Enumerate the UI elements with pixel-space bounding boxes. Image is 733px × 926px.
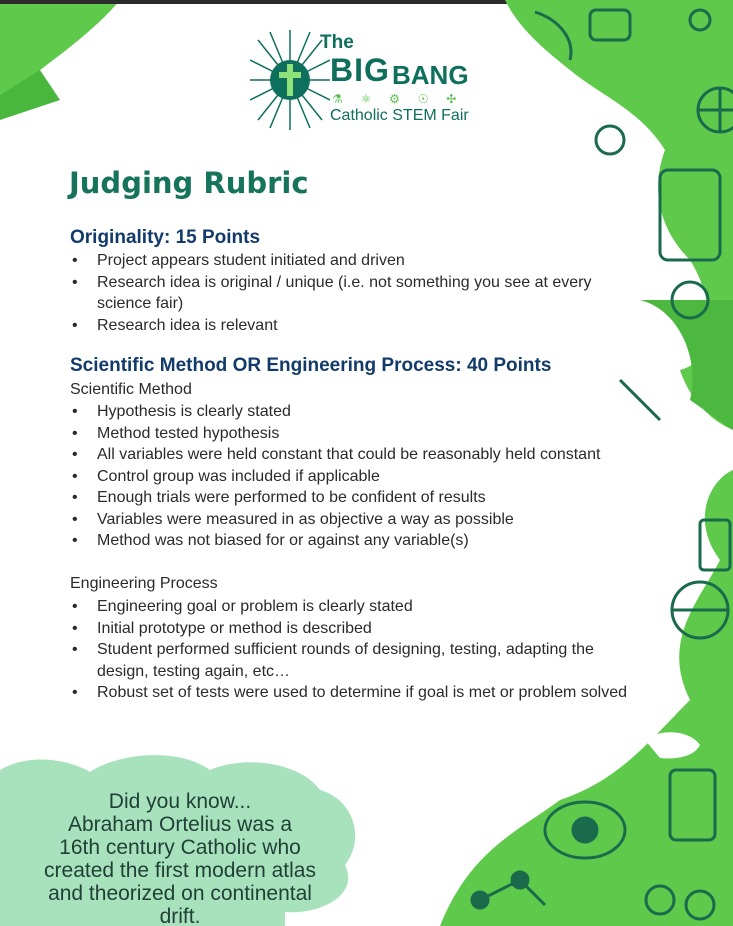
bullet-icon: •	[72, 467, 78, 485]
page-title: Judging Rubric	[69, 166, 309, 200]
fact-line: 16th century Catholic who	[59, 836, 301, 859]
engineering-process-list	[70, 596, 630, 704]
scientific-method-list	[70, 401, 630, 552]
list-item: • Hypothesis is clearly stated	[70, 401, 630, 423]
originality-list	[70, 250, 630, 336]
list-item: • Method tested hypothesis	[70, 423, 630, 445]
bullet-icon: •	[72, 489, 78, 506]
bullet-icon: •	[72, 316, 78, 334]
science-icons: ⚗ ⚛ ⚙ ☉ ✣	[332, 92, 464, 106]
cross-burst-icon	[250, 30, 330, 130]
list-item: • Research idea is relevant	[70, 315, 630, 337]
logo-the: The	[320, 32, 354, 53]
bullet-icon: •	[72, 446, 78, 463]
list-item: • Student performed sufficient rounds of designing, testing, adapting the design, testing again, etc…	[72, 641, 594, 680]
bullet-icon: •	[72, 532, 78, 549]
bullet-icon: •	[72, 252, 78, 269]
bullet-icon: •	[72, 510, 78, 528]
bullet-icon: •	[72, 403, 78, 420]
list-item: • All variables were held constant that could be reasonably held constant	[70, 444, 630, 466]
logo-big: BIG	[330, 52, 390, 88]
fact-line: Did you know...	[108, 790, 252, 813]
list-item: • Control group was included if applicable	[70, 466, 630, 488]
fact-line: Abraham Ortelius was a	[67, 813, 293, 836]
list-item: • Variables were measured in as objective a way as possible	[70, 509, 630, 531]
fact-line: and theorized on continental	[48, 882, 312, 905]
list-item: • Initial prototype or method is described	[70, 618, 630, 640]
fact-line: created the first modern atlas	[44, 859, 316, 882]
bullet-icon: •	[72, 641, 78, 658]
list-item: • Research idea is original / unique (i.e. not something you see at every science fair)	[72, 273, 592, 312]
list-item: • Enough trials were performed to be confident of results	[70, 487, 630, 509]
list-item: • Robust set of tests were used to determine if goal is met or problem solved	[70, 682, 630, 704]
list-item: • Engineering goal or problem is clearly stated	[70, 596, 630, 618]
bullet-icon: •	[72, 424, 78, 442]
did-you-know-callout	[0, 790, 360, 926]
scientific-method-label: Scientific Method	[70, 381, 192, 398]
logo-subtitle: Catholic STEM Fair	[330, 107, 469, 124]
list-item: • Project appears student initiated and driven	[70, 250, 630, 272]
engineering-process-label: Engineering Process	[70, 575, 218, 592]
list-item: • Method was not biased for or against any variable(s)	[70, 530, 630, 552]
bullet-icon: •	[72, 598, 78, 615]
bullet-icon: •	[72, 619, 78, 637]
bullet-icon: •	[72, 273, 78, 291]
method-heading: Scientific Method OR Engineering Process: 40 Points	[70, 355, 552, 376]
logo-bang: BANG	[392, 60, 469, 90]
fact-line: drift.	[159, 905, 201, 926]
big-bang-logo	[250, 20, 480, 130]
bullet-icon: •	[72, 684, 78, 701]
originality-heading: Originality: 15 Points	[70, 227, 261, 248]
